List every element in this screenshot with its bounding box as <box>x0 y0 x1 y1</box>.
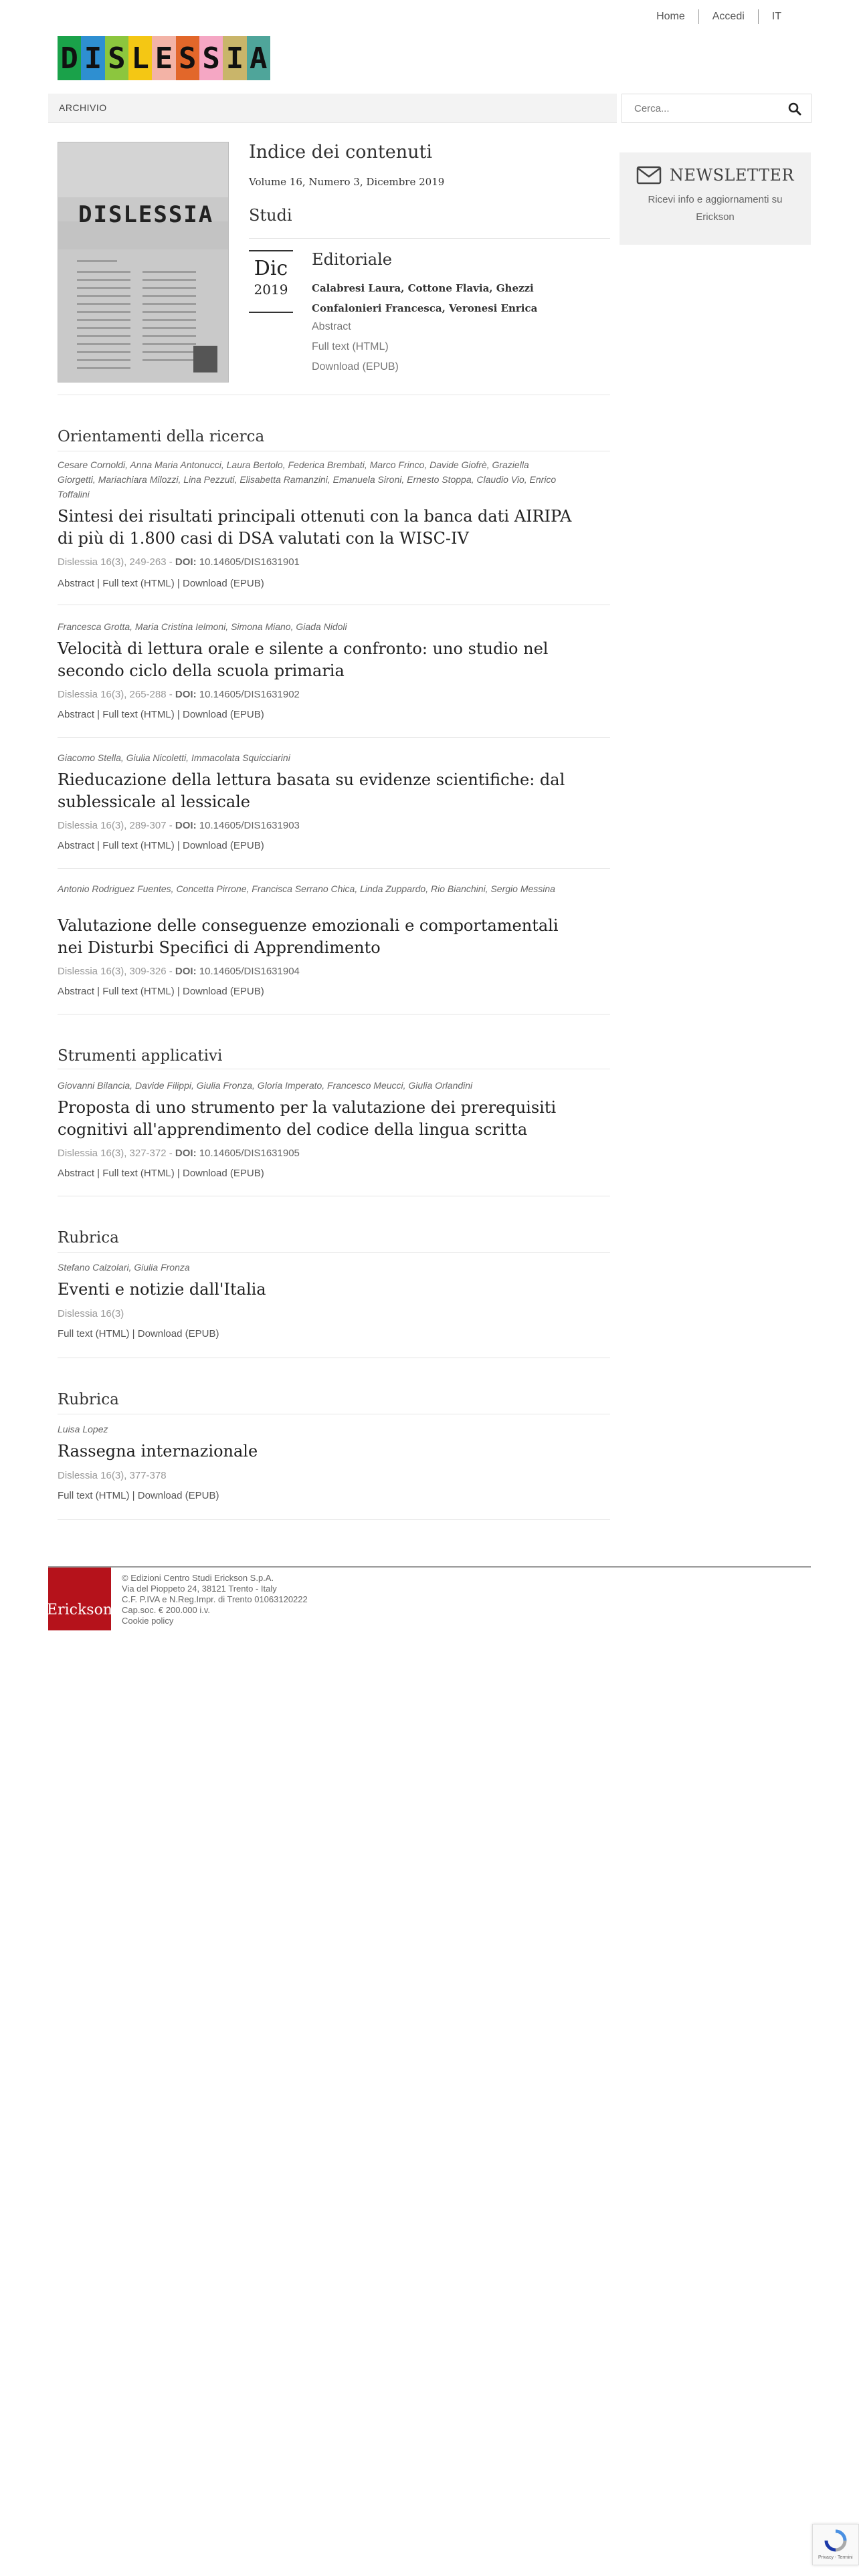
article-doi[interactable]: 10.14605/DIS1631903 <box>199 820 300 831</box>
logo-letter-tile: I <box>81 36 104 80</box>
article-meta: Dislessia 16(3), 377-378 <box>58 1470 167 1481</box>
divider <box>58 737 610 738</box>
search-input[interactable] <box>622 94 776 122</box>
newsletter-text: Ricevi info e aggiornamenti su Erickson <box>648 194 783 223</box>
article-title[interactable]: Velocità di lettura orale e silente a confronto: uno studio nel secondo ciclo della scuola primaria <box>58 639 549 680</box>
editorial-authors: Calabresi Laura, Cottone Flavia, Ghezzi Confalonieri Francesca, Veronesi Enrica <box>312 282 538 314</box>
article-title[interactable]: Proposta di uno strumento per la valutazione dei prerequisiti cognitivi all'apprendimento del codice della lingua scritta <box>58 1098 557 1139</box>
article-meta: Dislessia 16(3), 289-307 - DOI: 10.14605/DIS1631903 <box>58 820 300 831</box>
editorial-month: Dic <box>254 257 288 280</box>
top-nav <box>643 9 795 24</box>
article-doi[interactable]: 10.14605/DIS1631905 <box>199 1148 300 1159</box>
newsletter-box[interactable] <box>619 152 811 245</box>
article-authors: Cesare Cornoldi, Anna Maria Antonucci, Laura Bertolo, Federica Brembati, Marco Frinco, Davide Giofrè, Graziella Giorgetti, Mariachiara Milozzi, Lina Pezzuti, Elisabetta Ramanzini, Emanuela Sironi, Ernesto Stoppa, Claudio Vio, Enrico Toffalini <box>58 459 557 500</box>
editorial-year: 2019 <box>254 282 288 298</box>
footer-address: Via del Pioppeto 24, 38121 Trento - Italy <box>122 1584 277 1594</box>
footer-copyright: © Edizioni Centro Studi Erickson S.p.A. <box>122 1573 274 1583</box>
article-meta: Dislessia 16(3) <box>58 1308 124 1319</box>
newsletter-title: NEWSLETTER <box>669 166 795 185</box>
main-menu <box>48 94 617 123</box>
recaptcha-text[interactable]: Privacy - Termini <box>818 2555 853 2560</box>
logo-letter-tile: S <box>199 36 223 80</box>
footer-cookie-link[interactable]: Cookie policy <box>122 1616 174 1626</box>
article-title[interactable]: Rassegna internazionale <box>58 1442 258 1461</box>
issue-cover-image[interactable] <box>58 142 229 383</box>
editorial-title[interactable]: Editoriale <box>312 250 392 269</box>
footer-brand: Erickson <box>47 1602 112 1618</box>
logo-letter-tile: L <box>128 36 152 80</box>
article-authors: Giacomo Stella, Giulia Nicoletti, Immacolata Squicciarini <box>58 752 290 763</box>
search-box <box>622 94 812 123</box>
search-icon[interactable] <box>788 102 801 116</box>
article-meta: Dislessia 16(3), 309-326 - DOI: 10.14605/DIS1631904 <box>58 966 300 977</box>
divider <box>249 238 610 239</box>
issue-volume: Volume 16, Numero 3, Dicembre 2019 <box>249 176 445 188</box>
section-heading: Orientamenti della ricerca <box>58 428 265 445</box>
divider <box>58 868 610 869</box>
divider <box>58 1252 610 1253</box>
article-authors: Antonio Rodriguez Fuentes, Concetta Pirrone, Francisca Serrano Chica, Linda Zuppardo, Rio Bianchini, Sergio Messina <box>58 883 555 894</box>
editorial-fulltext-link[interactable]: Full text (HTML) <box>312 341 389 352</box>
editorial-abstract-link[interactable]: Abstract <box>312 321 351 332</box>
recaptcha-icon <box>824 2529 848 2553</box>
logo-letter-tile: I <box>223 36 246 80</box>
article-links[interactable]: Abstract | Full text (HTML) | Download (EPUB) <box>58 578 264 589</box>
logo-letter-tile: D <box>58 36 81 80</box>
article-doi[interactable]: 10.14605/DIS1631902 <box>199 689 300 700</box>
nav-home-link[interactable]: Home <box>656 11 685 22</box>
logo-letter-tile: A <box>247 36 270 80</box>
article-links[interactable]: Full text (HTML) | Download (EPUB) <box>58 1328 219 1339</box>
article-links[interactable]: Abstract | Full text (HTML) | Download (EPUB) <box>58 840 264 851</box>
envelope-icon <box>636 166 662 185</box>
footer-info <box>122 1573 308 1626</box>
menu-archive-link[interactable]: ARCHIVIO <box>59 102 107 113</box>
editorial-date <box>249 250 293 313</box>
nav-language-link[interactable]: IT <box>771 11 781 22</box>
article-doi[interactable]: 10.14605/DIS1631901 <box>199 556 300 568</box>
article-meta: Dislessia 16(3), 249-263 - DOI: 10.14605/DIS1631901 <box>58 556 300 568</box>
page-title: Indice dei contenuti <box>249 142 432 163</box>
footer-tax-id: C.F. P.IVA e N.Reg.Impr. di Trento 01063120222 <box>122 1594 308 1604</box>
article-authors: Francesca Grotta, Maria Cristina Ielmoni, Simona Miano, Giada Nidoli <box>58 621 347 632</box>
cover-title: DISLESSIA <box>78 201 214 228</box>
nav-login-link[interactable]: Accedi <box>712 11 745 22</box>
logo-letter-tile: S <box>176 36 199 80</box>
article-authors: Stefano Calzolari, Giulia Fronza <box>58 1262 190 1273</box>
footer-capital: Cap.soc. € 200.000 i.v. <box>122 1605 211 1615</box>
divider <box>58 1519 610 1520</box>
erickson-logo[interactable] <box>48 1568 111 1630</box>
footer-divider <box>48 1566 811 1568</box>
article-links[interactable]: Full text (HTML) | Download (EPUB) <box>58 1490 219 1501</box>
cover-publisher-mark <box>193 346 217 372</box>
article-links[interactable]: Abstract | Full text (HTML) | Download (EPUB) <box>58 986 264 997</box>
article-title[interactable]: Eventi e notizie dall'Italia <box>58 1280 266 1299</box>
article-doi[interactable]: 10.14605/DIS1631904 <box>199 966 300 977</box>
article-authors: Giovanni Bilancia, Davide Filippi, Giulia Fronza, Gloria Imperato, Francesco Meucci, Giulia Orlandini <box>58 1080 473 1091</box>
section-heading: Strumenti applicativi <box>58 1047 223 1065</box>
recaptcha-badge[interactable] <box>812 2524 859 2565</box>
logo-letter-tile: S <box>105 36 128 80</box>
dislessia-logo[interactable] <box>58 36 270 80</box>
article-links[interactable]: Abstract | Full text (HTML) | Download (EPUB) <box>58 1168 264 1179</box>
section-heading: Rubrica <box>58 1229 119 1247</box>
cover-top-band <box>58 142 228 197</box>
article-title[interactable]: Sintesi dei risultati principali ottenuti con la banca dati AIRIPA di più di 1.800 casi di DSA valutati con la WISC-IV <box>58 507 572 548</box>
article-meta: Dislessia 16(3), 265-288 - DOI: 10.14605/DIS1631902 <box>58 689 300 700</box>
logo-letter-tile: E <box>152 36 175 80</box>
article-links[interactable]: Abstract | Full text (HTML) | Download (EPUB) <box>58 709 264 720</box>
editorial-download-link[interactable]: Download (EPUB) <box>312 361 399 372</box>
section-heading-studi: Studi <box>249 206 292 225</box>
article-meta: Dislessia 16(3), 327-372 - DOI: 10.14605/DIS1631905 <box>58 1148 300 1159</box>
article-title[interactable]: Rieducazione della lettura basata su evidenze scientifiche: dal sublessicale al lessicale <box>58 770 565 811</box>
article-title[interactable]: Valutazione delle conseguenze emozionali e comportamentali nei Disturbi Specifici di Apprendimento <box>58 916 559 957</box>
section-heading: Rubrica <box>58 1391 119 1408</box>
article-authors: Luisa Lopez <box>58 1424 108 1434</box>
